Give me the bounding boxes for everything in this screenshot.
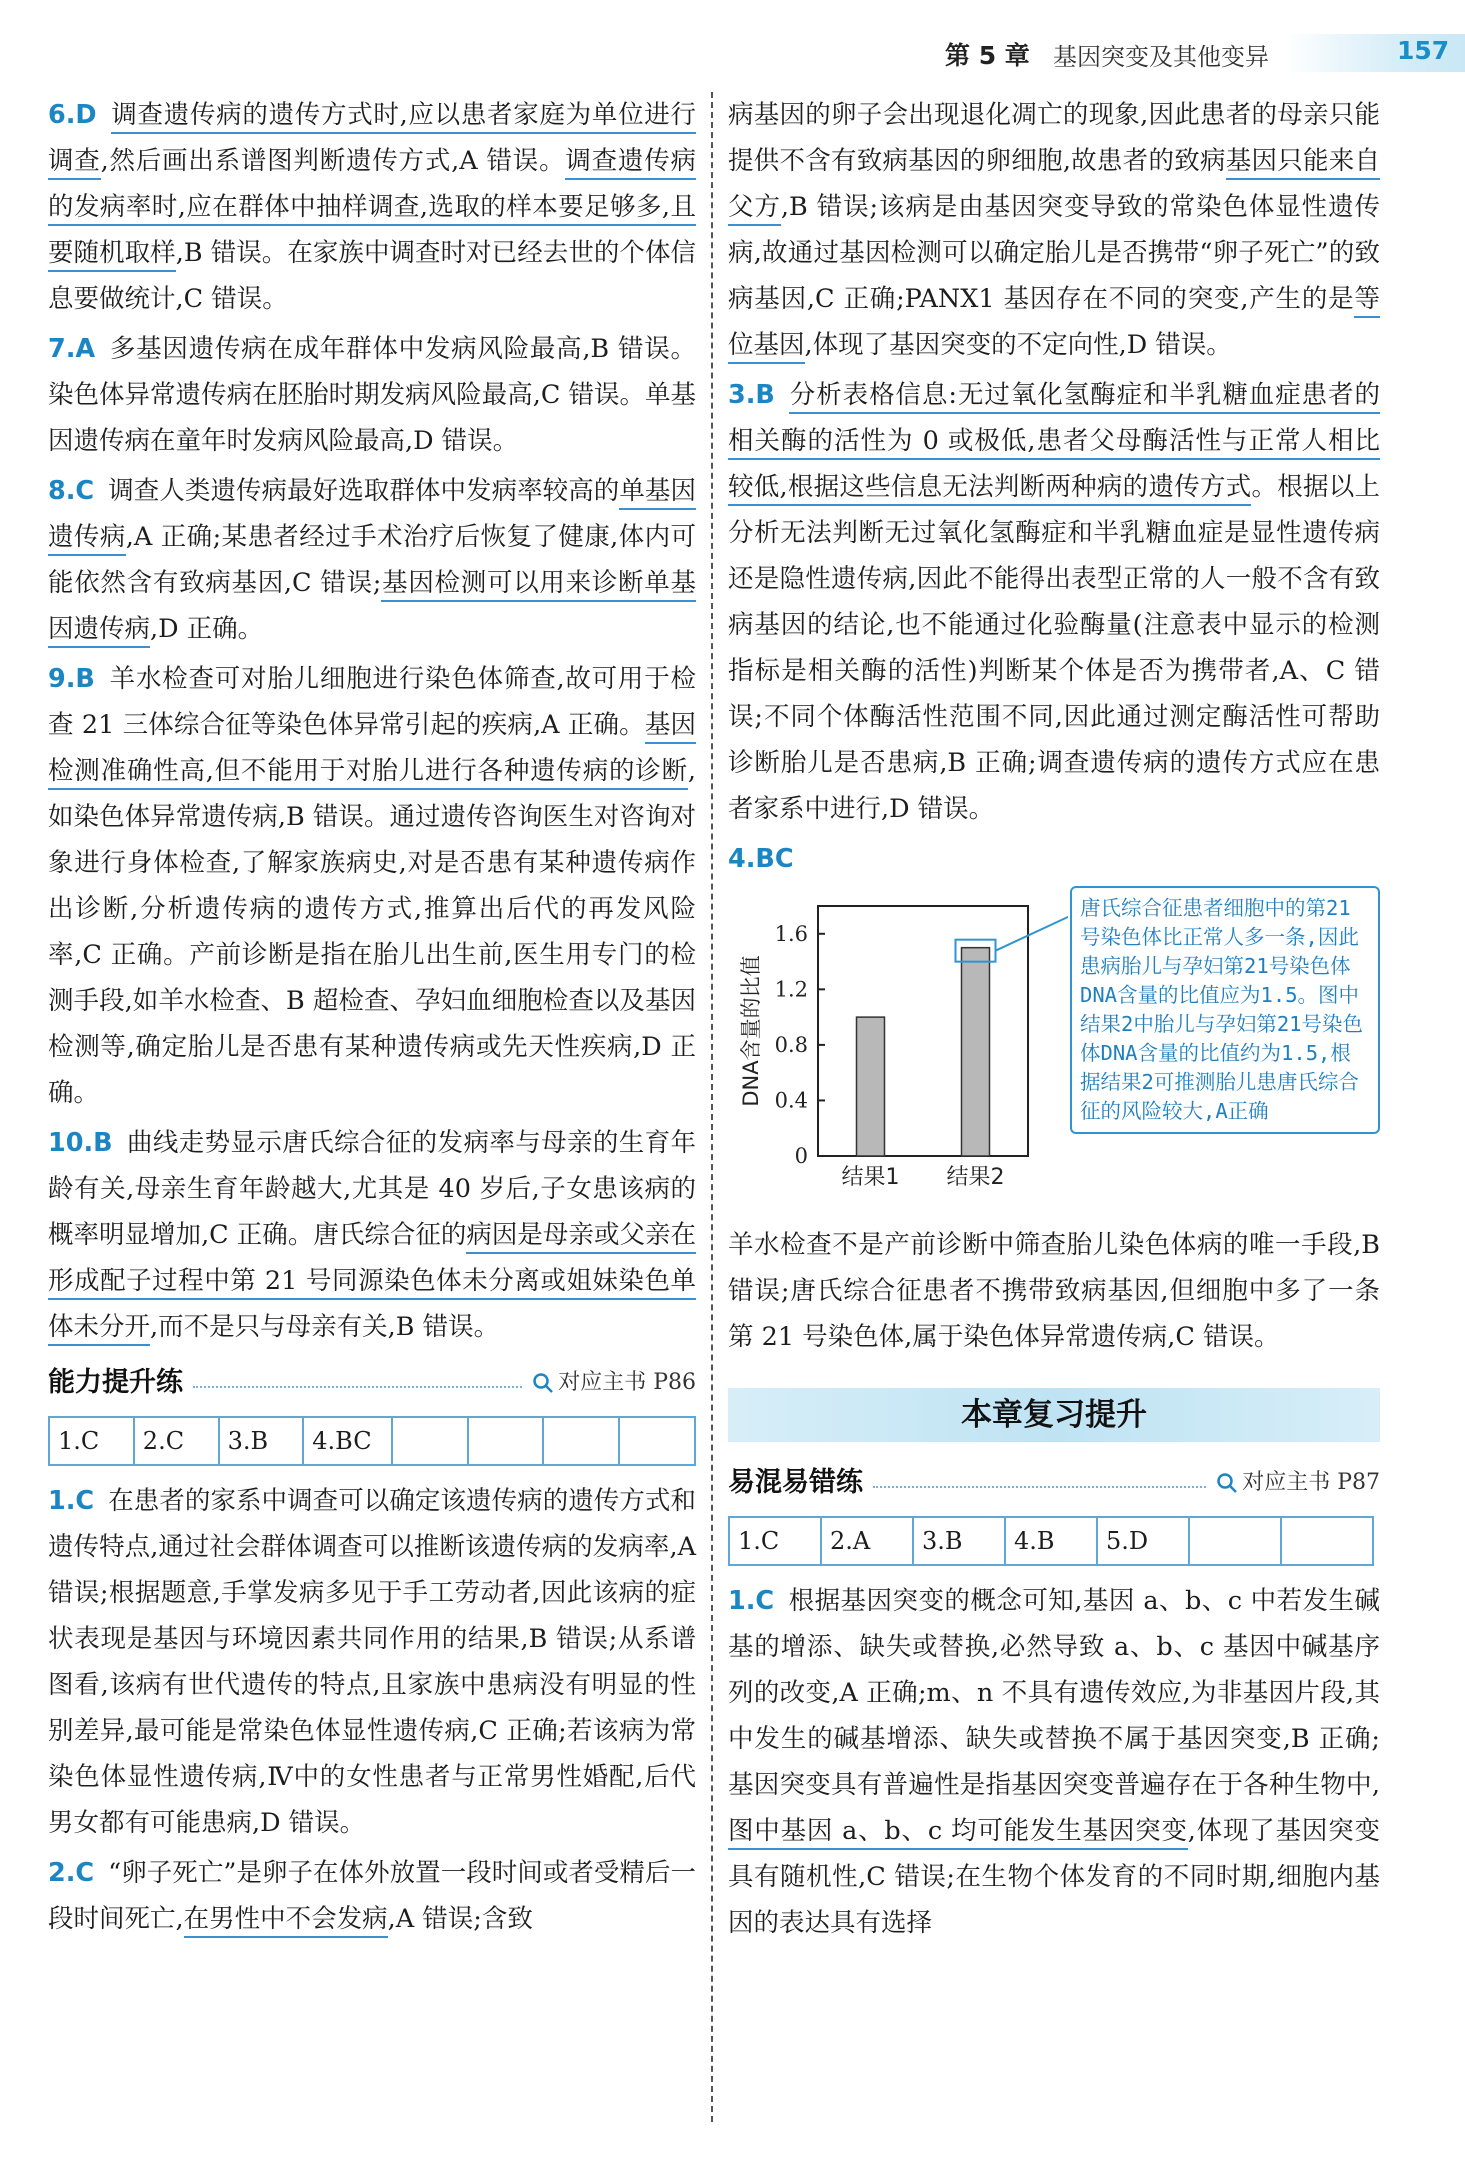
page-header bbox=[945, 28, 1465, 78]
y-tick-label: 0.4 bbox=[774, 1088, 808, 1113]
key-point: 图中基因 a、b、c 均可能发生基因突变 bbox=[728, 1816, 1188, 1850]
explanation-text: ,B 错误;该病是由基因突变导致的常染色体显性遗传病,故通过基因检测可以确定胎儿是否携带“卵子死亡”的致病基因,C 正确;PANX1 基因存在不同的突变,产生的是 bbox=[728, 192, 1380, 314]
chapter-label: 第 5 章 bbox=[945, 41, 1030, 70]
answer-cell: 2.C bbox=[134, 1417, 219, 1465]
answer-cell bbox=[619, 1417, 695, 1465]
answer-cell bbox=[1281, 1517, 1373, 1565]
explanation-text: “卵子死亡”是卵子在体外放置一段时间或者受精后一段时间死亡, bbox=[48, 1858, 696, 1934]
key-point: 等位基因 bbox=[728, 284, 1380, 364]
search-icon bbox=[532, 1372, 554, 1394]
page-number: 157 bbox=[1397, 36, 1450, 65]
chart-annotation: 唐氏综合征患者细胞中的第21号染色体比正常人多一条,因此患病胎儿与孕妇第21号染色体DNA含量的比值应为1.5。图中结果2中胎儿与孕妇第21号染色体DNA含量的比值约为1.5,根据结果2可推测胎儿患唐氏综合征的风险较大,A正确 bbox=[1070, 886, 1380, 1134]
answer-cell: 3.B bbox=[913, 1517, 1005, 1565]
answer-cell: 1.C bbox=[49, 1417, 134, 1465]
section-title-confuse bbox=[728, 1460, 1380, 1506]
chart-area bbox=[728, 886, 1380, 1216]
key-point: 在男性中不会发病 bbox=[184, 1904, 388, 1938]
section-name: 易混易错练 bbox=[728, 1467, 863, 1498]
answer-item bbox=[728, 836, 1380, 882]
book-reference: 对应主书 P86 bbox=[558, 1370, 696, 1395]
key-point: 单基因遗传病 bbox=[48, 476, 696, 556]
key-point: 基因只能来自父方 bbox=[728, 146, 1380, 226]
answer-cell: 4.B bbox=[1005, 1517, 1097, 1565]
explanation-text: 羊水检查可对胎儿细胞进行染色体筛查,故可用于检查 21 三体综合征等染色体异常引起的疾病,A 正确。 bbox=[48, 664, 696, 740]
explanation-text: ,B 错误。在家族中调查时对已经去世的个体信息要做统计,C 错误。 bbox=[48, 238, 696, 314]
answer-number: 1.C bbox=[728, 1586, 775, 1616]
key-point: 调查遗传病的遗传方式时,应以患者家庭为单位进行调查 bbox=[48, 100, 696, 180]
explanation-text: ,体现了基因突变具有随机性,C 错误;在生物个体发育的不同时期,细胞内基因的表达具有选择 bbox=[728, 1816, 1380, 1938]
answer-item bbox=[728, 372, 1380, 832]
answer-number: 7.A bbox=[48, 334, 96, 364]
explanation-text: ,而不是只与母亲有关,B 错误。 bbox=[150, 1312, 500, 1342]
answer-item bbox=[48, 656, 696, 1116]
explanation-text: ,如染色体异常遗传病,B 错误。通过遗传咨询医生对咨询对象进行身体检查,了解家族病史,对是否患有某种遗传病作出诊断,分析遗传病的遗传方式,推算出后代的再发风险率,C 正确。产前诊断是指在胎儿出生前,医生用专门的检测手段,如羊水检查、B 超检查、孕妇血细胞检查以及基因检测等,确定胎儿是否患有某种遗传病或先天性疾病,D 正确。 bbox=[48, 756, 696, 1108]
explanation-text: ,D 正确。 bbox=[150, 614, 264, 644]
answer-item bbox=[48, 1850, 696, 1942]
y-axis-label: DNA含量的比值 bbox=[739, 955, 763, 1107]
explanation-text: 曲线走势显示唐氏综合征的发病率与母亲的生育年龄有关,母亲生育年龄越大,尤其是 40 岁后,子女患该病的概率明显增加,C 正确。唐氏综合征的 bbox=[48, 1128, 696, 1250]
bar bbox=[857, 1017, 885, 1156]
answer-cell bbox=[468, 1417, 544, 1465]
key-point: 分析表格信息:无过氧化氢酶症和半乳糖血症患者的相关酶的活性为 0 或极低,患者父母酶活性与正常人相比较低,根据这些信息无法判断两种病的遗传方式 bbox=[728, 380, 1380, 506]
book-reference: 对应主书 P87 bbox=[1242, 1470, 1380, 1495]
key-point: 病因是母亲或父亲在形成配子过程中第 21 号同源染色体未分离或姐妹染色单体未分开 bbox=[48, 1220, 696, 1346]
search-icon bbox=[1216, 1472, 1238, 1494]
chapter-title: 基因突变及其他变异 bbox=[1053, 43, 1269, 71]
answer-cell bbox=[1189, 1517, 1281, 1565]
explanation-text: ,A 正确;某患者经过手术治疗后恢复了健康,体内可能依然含有致病基因,C 错误; bbox=[48, 522, 696, 598]
explanation-text: 调查人类遗传病最好选取群体中发病率较高的 bbox=[108, 476, 620, 506]
answer-cell: 4.BC bbox=[303, 1417, 392, 1465]
answer-item bbox=[48, 1478, 696, 1846]
chapter-review-banner: 本章复习提升 bbox=[728, 1388, 1380, 1442]
key-point: 基因检测准确性高,但不能用于对胎儿进行各种遗传病的诊断 bbox=[48, 710, 696, 790]
dotted-leader bbox=[873, 1486, 1206, 1488]
answer-item bbox=[48, 92, 696, 322]
explanation-text: 多基因遗传病在成年群体中发病风险最高,B 错误。染色体异常遗传病在胚胎时期发病风险最高,C 错误。单基因遗传病在童年时发病风险最高,D 错误。 bbox=[48, 334, 696, 456]
answer-number: 8.C bbox=[48, 476, 95, 506]
y-tick-label: 0 bbox=[794, 1144, 808, 1168]
explanation-text: ,体现了基因突变的不定向性,D 错误。 bbox=[804, 330, 1232, 360]
answer-item bbox=[48, 1120, 696, 1350]
answer-cell: 3.B bbox=[219, 1417, 304, 1465]
answer-item bbox=[48, 326, 696, 464]
explanation-text: 病基因的卵子会出现退化凋亡的现象,因此患者的母亲只能提供不含有致病基因的卵细胞,故患者的致病 bbox=[728, 100, 1380, 176]
explanation-text: ,A 错误;含致 bbox=[387, 1904, 533, 1934]
explanation-text: 羊水检查不是产前诊断中筛查胎儿染色体病的唯一手段,B 错误;唐氏综合征患者不携带致病基因,但细胞中多了一条第 21 号染色体,属于染色体异常遗传病,C 错误。 bbox=[728, 1230, 1380, 1352]
answer-cell: 5.D bbox=[1097, 1517, 1189, 1565]
answer-table bbox=[728, 1516, 1374, 1566]
answer-cell bbox=[392, 1417, 468, 1465]
answer-cell: 2.A bbox=[821, 1517, 913, 1565]
key-point: 调查遗传病的发病率时,应在群体中抽样调查,选取的样本要足够多,且要随机取样 bbox=[48, 146, 696, 272]
answer-table bbox=[48, 1416, 696, 1466]
answer-number: 6.D bbox=[48, 100, 97, 130]
explanation-text: 。根据以上分析无法判断无过氧化氢酶症和半乳糖血症是显性遗传病还是隐性遗传病,因此不能得出表型正常的人一般不含有致病基因的结论,也不能通过化验酶量(注意表中显示的检测指标是相关酶的活性)判断某个体是否为携带者,A、C 错误;不同个体酶活性范围不同,因此通过测定酶活性可帮助诊断胎儿是否患病,B 正确;调查遗传病的遗传方式应在患者家系中进行,D 错误。 bbox=[728, 472, 1380, 824]
annotation-leader bbox=[996, 916, 1069, 951]
section-name: 能力提升练 bbox=[48, 1367, 183, 1398]
answer-item-continued bbox=[728, 92, 1380, 368]
answer-number: 1.C bbox=[48, 1486, 95, 1516]
y-tick-label: 1.6 bbox=[774, 921, 808, 946]
explanation-text: ,然后画出系谱图判断遗传方式,A 错误。 bbox=[100, 146, 566, 176]
section-title-ability bbox=[48, 1360, 696, 1406]
x-tick-label: 结果2 bbox=[946, 1165, 1005, 1190]
column-divider bbox=[711, 92, 713, 2122]
bar-chart bbox=[728, 886, 1068, 1216]
answer-number: 3.B bbox=[728, 380, 775, 410]
answer-number: 10.B bbox=[48, 1128, 113, 1158]
y-tick-label: 0.8 bbox=[774, 1032, 808, 1057]
answer-number: 9.B bbox=[48, 664, 95, 694]
right-column bbox=[728, 92, 1380, 1950]
answer-number: 2.C bbox=[48, 1858, 95, 1888]
answer-item bbox=[728, 1578, 1380, 1946]
explanation-text: 根据基因突变的概念可知,基因 a、b、c 中若发生碱基的增添、缺失或替换,必然导致 a、b、c 基因中碱基序列的改变,A 正确;m、n 不具有遗传效应,为非基因片段,其中发生的碱基增添、缺失或替换不属于基因突变,B 正确;基因突变具有普遍性是指基因突变普遍存在于各种生物中, bbox=[728, 1586, 1380, 1800]
y-tick-label: 1.2 bbox=[774, 977, 808, 1002]
answer-number: 4.BC bbox=[728, 844, 794, 874]
answer-cell: 1.C bbox=[729, 1517, 821, 1565]
answer-item bbox=[48, 468, 696, 652]
left-column bbox=[48, 92, 696, 1946]
explanation-text: 在患者的家系中调查可以确定该遗传病的遗传方式和遗传特点,通过社会群体调查可以推断该遗传病的发病率,A 错误;根据题意,手掌发病多见于手工劳动者,因此该病的症状表现是基因与环境因素共同作用的结果,B 错误;从系谱图看,该病有世代遗传的特点,且家族中患病没有明显的性别差异,最可能是常染色体显性遗传病,C 正确;若该病为常染色体显性遗传病,Ⅳ中的女性患者与正常男性婚配,后代男女都有可能患病,D 错误。 bbox=[48, 1486, 696, 1838]
key-point: 基因检测可以用来诊断单基因遗传病 bbox=[48, 568, 696, 648]
x-tick-label: 结果1 bbox=[841, 1165, 900, 1190]
answer-cell bbox=[543, 1417, 619, 1465]
answer-item-continued bbox=[728, 1222, 1380, 1360]
dotted-leader bbox=[193, 1386, 522, 1388]
bar bbox=[962, 948, 990, 1156]
